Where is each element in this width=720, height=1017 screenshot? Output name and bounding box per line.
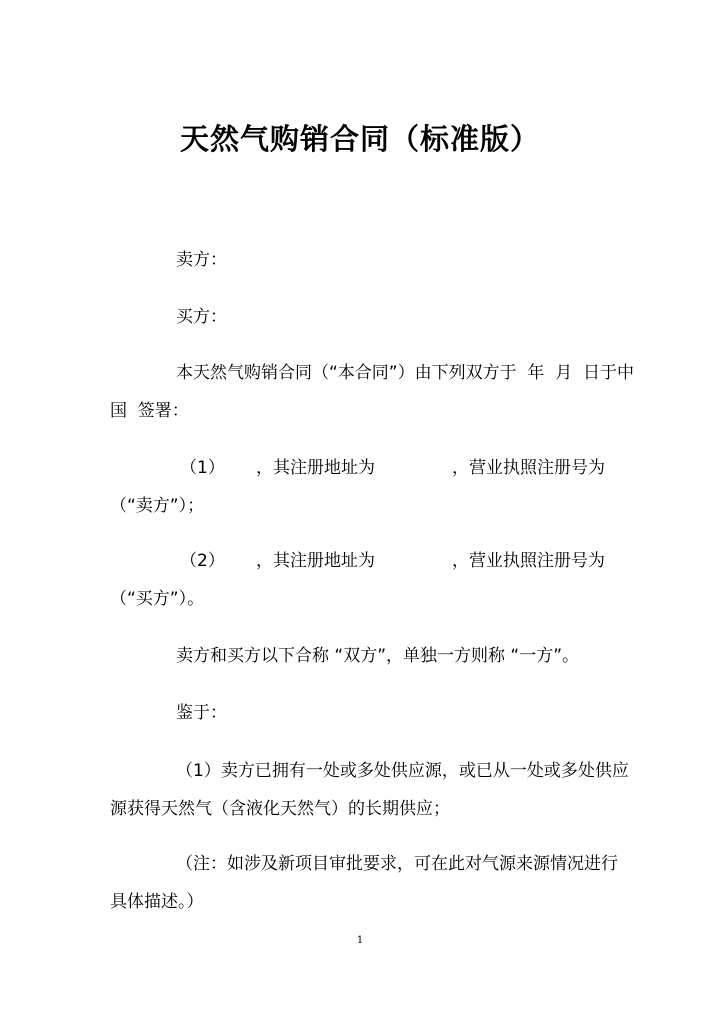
note-line-2: 具体描述。） — [110, 892, 204, 912]
party-1-address-label: ，其注册地址为 — [256, 458, 375, 478]
party-2-number: （2） — [180, 551, 225, 571]
buyer-label: 买方： — [176, 307, 227, 327]
clause-1-line-1: （1）卖方已拥有一处或多处供应源，或已从一处或多处供应 — [176, 761, 629, 781]
page-number: 1 — [356, 935, 364, 946]
clause-1-line-2: 源获得天然气（含液化天然气）的长期供应； — [110, 799, 450, 819]
party-2-address-label: ，其注册地址为 — [256, 551, 375, 571]
note-line-1: （注：如涉及新项目审批要求，可在此对气源来源情况进行 — [176, 854, 618, 874]
document-title: 天然气购销合同（标准版） — [179, 122, 540, 156]
party-2-designation: （“买方”）。 — [110, 589, 205, 609]
party-2-license-label: ，营业执照注册号为 — [452, 551, 605, 571]
collective-definition: 卖方和买方以下合称 “双方”，单独一方则称 “一方”。 — [176, 646, 580, 666]
seller-label: 卖方： — [176, 250, 227, 270]
intro-line-1: 本天然气购销合同（“本合同”）由下列双方于 年 月 日于中 — [176, 363, 635, 383]
party-1-license-label: ，营业执照注册号为 — [452, 458, 605, 478]
whereas-heading: 鉴于： — [176, 703, 227, 723]
party-1-number: （1） — [180, 458, 225, 478]
party-1-designation: （“卖方”）； — [110, 496, 205, 516]
intro-line-2: 国 签署： — [110, 401, 189, 421]
